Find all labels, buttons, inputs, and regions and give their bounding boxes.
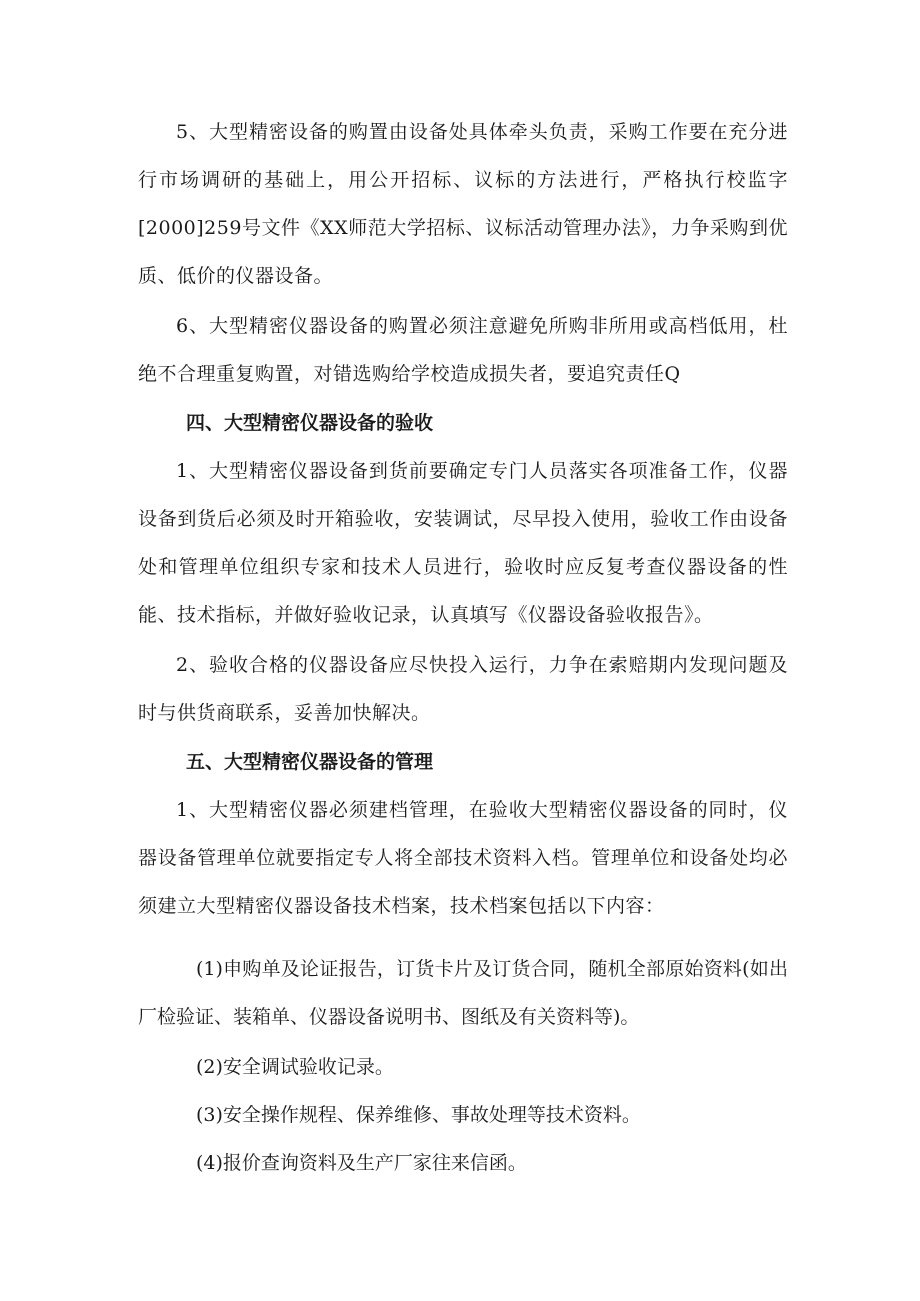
paragraph-acceptance-1: 1、大型精密仪器设备到货前要确定专门人员落实各项准备工作，仪器设备到货后必须及时开箱验收，安装调试，尽早投入使用，验收工作由设备处和管理单位组织专家和技术人员进行，验收时应反复考查仪器设备的性能、技术指标，并做好验收记录，认真填写《仪器设备验收报告》。: [138, 460, 788, 626]
paragraph-acceptance-2: 2、验收合格的仪器设备应尽快投入运行，力争在索赔期内发现问题及时与供货商联系，妥善加快解决。: [138, 654, 788, 724]
list-item-archive-3: (3)安全操作规程、保养维修、事故处理等技术资料。: [196, 1104, 641, 1126]
paragraph-item-6: 6、大型精密仪器设备的购置必须注意避免所购非所用或高档低用，杜绝不合理重复购置，对错选购给学校造成损失者，要追究责任Q: [138, 315, 788, 385]
paragraph-item-5: 5、大型精密设备的购置由设备处具体牵头负责，采购工作要在充分进行市场调研的基础上，用公开招标、议标的方法进行，严格执行校监字[2000]259号文件《XX师范大学招标、议标活动管理办法》，力争采购到优质、低价的仪器设备。: [138, 121, 788, 287]
section-heading-acceptance: 四、大型精密仪器设备的验收: [186, 412, 434, 434]
list-item-archive-2: (2)安全调试验收记录。: [196, 1056, 394, 1078]
paragraph-management-1: 1、大型精密仪器必须建档管理，在验收大型精密仪器设备的同时，仪器设备管理单位就要指定专人将全部技术资料入档。管理单位和设备处均必须建立大型精密仪器设备技术档案，技术档案包括以下内容：: [138, 799, 788, 917]
section-heading-management: 五、大型精密仪器设备的管理: [186, 751, 434, 773]
list-item-archive-1: (1)申购单及论证报告，订货卡片及订货合同，随机全部原始资料(如出厂检验证、装箱单、仪器设备说明书、图纸及有关资料等)。: [138, 958, 788, 1028]
list-item-archive-4: (4)报价查询资料及生产厂家往来信函。: [196, 1152, 527, 1174]
